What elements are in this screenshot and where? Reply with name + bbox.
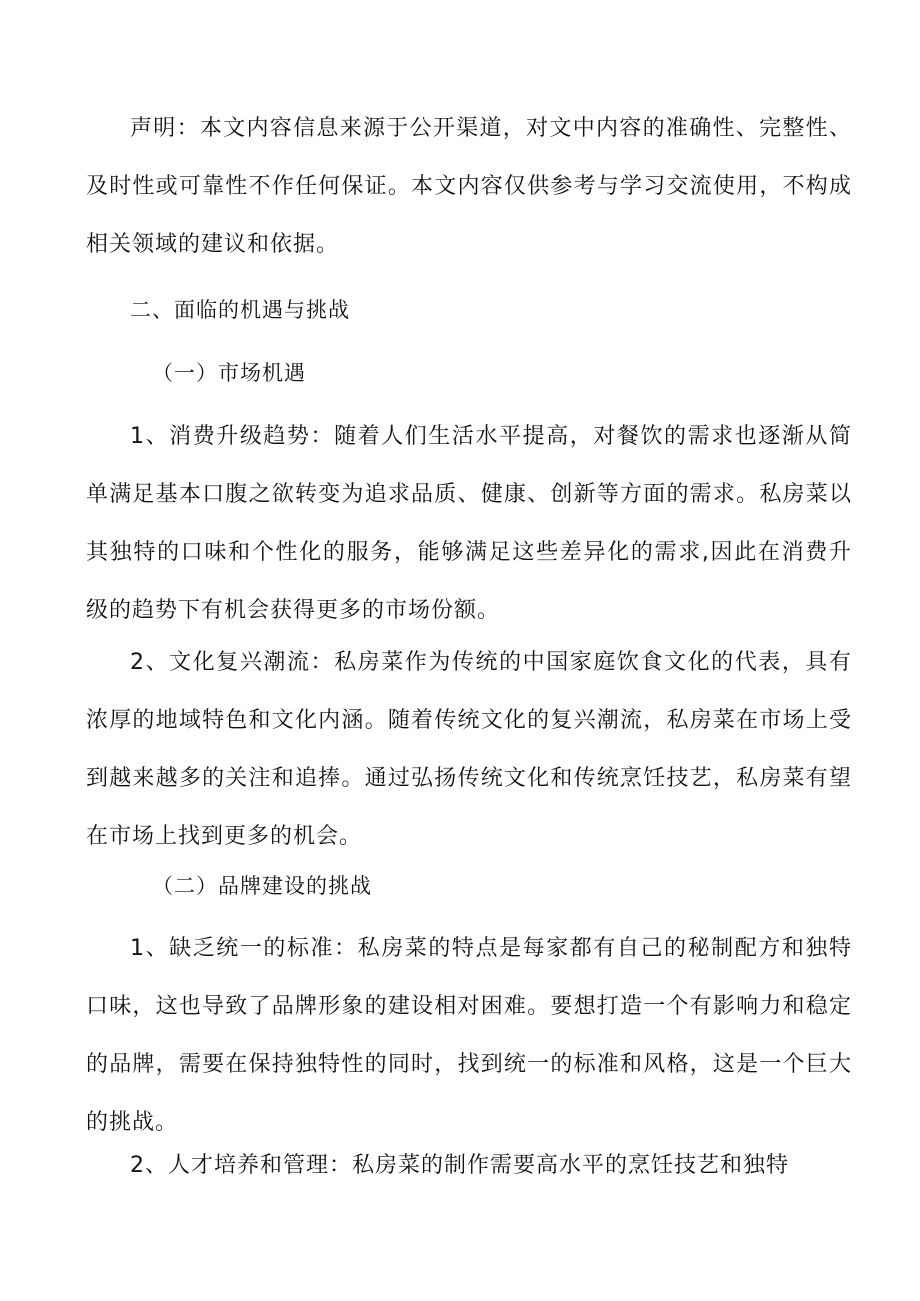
section-heading: 二、面临的机遇与挑战 [130,298,350,322]
subsection-heading-market-opportunities: （一）市场机遇 [152,361,306,385]
paragraph-talent-management: 2、人才培养和管理：私房菜的制作需要高水平的烹饪技艺和独特 [130,1153,789,1178]
paragraph-cultural-revival: 2、文化复兴潮流：私房菜作为传统的中国家庭饮食文化的代表，具有浓厚的地域特色和文化内涵。随着传统文化的复兴潮流，私房菜在市场上受到越来越多的关注和追捧。通过弘扬传统文化和传统烹饪技艺，私房菜有望在市场上找到更多的机会。 [86,650,852,849]
disclaimer-paragraph: 声明：本文内容信息来源于公开渠道，对文中内容的准确性、完整性、及时性或可靠性不作任何保证。本文内容仅供参考与学习交流使用，不构成相关领域的建议和依据。 [86,116,852,257]
subsection-heading-brand-challenges: （二）品牌建设的挑战 [152,874,372,898]
paragraph-consumption-upgrade: 1、消费升级趋势：随着人们生活水平提高，对餐饮的需求也逐渐从简单满足基本口腹之欲转变为追求品质、健康、创新等方面的需求。私房菜以其独特的口味和个性化的服务，能够满足这些差异化的需求,因此在消费升级的趋势下有机会获得更多的市场份额。 [86,424,852,623]
paragraph-lack-of-standards: 1、缺乏统一的标准：私房菜的特点是每家都有自己的秘制配方和独特口味，这也导致了品牌形象的建设相对困难。要想打造一个有影响力和稳定的品牌，需要在保持独特性的同时，找到统一的标准和风格，这是一个巨大的挑战。 [86,936,852,1135]
